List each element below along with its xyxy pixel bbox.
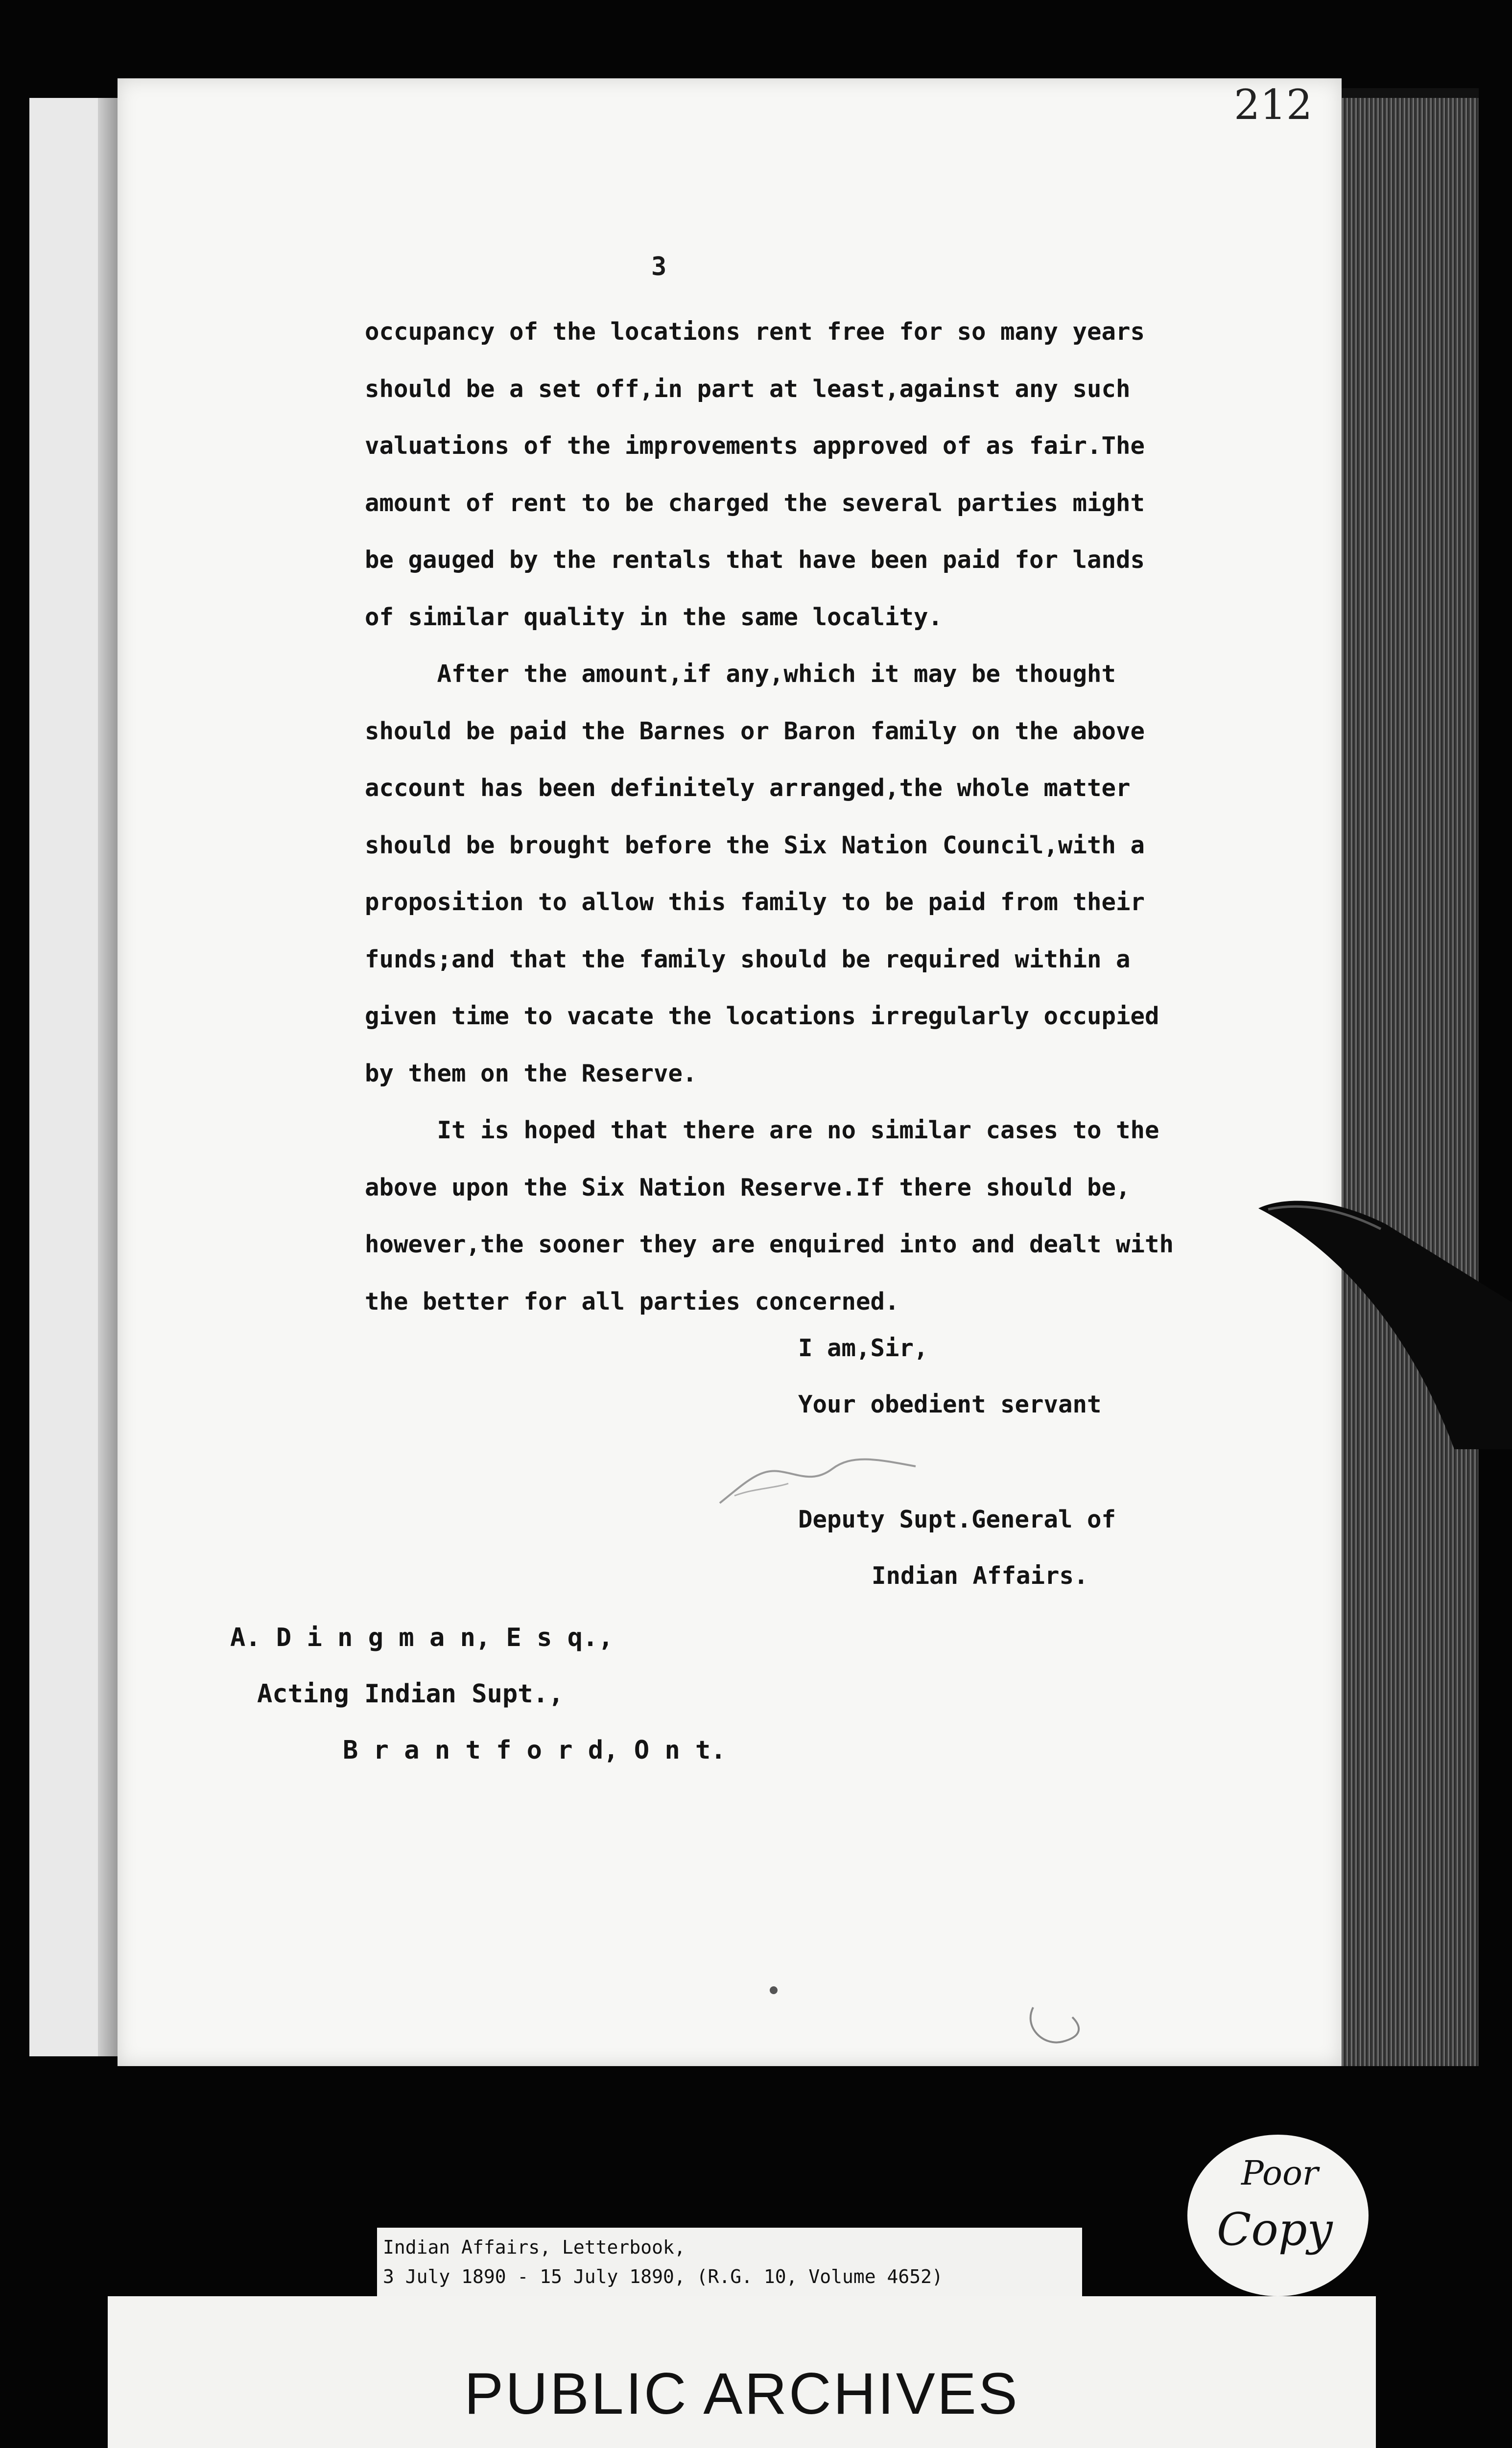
body-line: be gauged by the rentals that have been paid for lands	[365, 546, 1145, 574]
stray-mark	[1023, 1998, 1087, 2051]
body-line: the better for all parties concerned.	[365, 1287, 899, 1316]
body-line: funds;and that the family should be required within a	[365, 945, 1131, 973]
pen-pointer	[1258, 1195, 1512, 1449]
body-line: After the amount,if any,which it may be thought	[365, 660, 1116, 688]
faint-signature	[715, 1449, 921, 1513]
stamp-line: Poor	[1241, 2154, 1319, 2193]
stamp-line: Copy	[1217, 2203, 1333, 2256]
body-line: occupancy of the locations rent free for so many years	[365, 318, 1145, 346]
folio-number: 212	[1234, 81, 1313, 129]
body-line: by them on the Reserve.	[365, 1059, 697, 1087]
body-line: of similar quality in the same locality.	[365, 603, 943, 631]
body-line: amount of rent to be charged the several parties might	[365, 489, 1145, 517]
body-line: should be brought before the Six Nation Council,with a	[365, 831, 1145, 859]
binding-shadow	[98, 98, 118, 2056]
body-line: given time to vacate the locations irregularly occupied	[365, 1002, 1159, 1030]
body-line: should be paid the Barnes or Baron family on the above	[365, 717, 1145, 745]
salutation: I am,Sir,	[798, 1334, 928, 1362]
signatory-title: Deputy Supt.General of	[798, 1506, 1116, 1533]
poor-copy-stamp	[1187, 2135, 1369, 2296]
ink-speck	[766, 1983, 781, 1998]
body-line: valuations of the improvements approved of as fair.The	[365, 432, 1145, 460]
signatory-department: Indian Affairs.	[872, 1562, 1088, 1590]
archives-english: PUBLIC ARCHIVES	[464, 2361, 1019, 2426]
citation-line: Indian Affairs, Letterbook,	[383, 2236, 685, 2258]
recipient-name: A. D i n g m a n, E s q.,	[230, 1623, 614, 1652]
body-line: proposition to allow this family to be paid from their	[365, 888, 1145, 916]
recipient-position: Acting Indian Supt.,	[257, 1679, 564, 1709]
archives-banner	[108, 2296, 1376, 2448]
citation-line: 3 July 1890 - 15 July 1890, (R.G. 10, Volume 4652)	[383, 2266, 943, 2287]
page-stack-edges	[1332, 98, 1479, 2066]
page-number: 3	[651, 252, 667, 282]
letter-body	[365, 304, 1197, 1330]
recipient-location: B r a n t f o r d, O n t.	[343, 1736, 726, 1765]
body-line: should be a set off,in part at least,against any such	[365, 375, 1131, 403]
body-line: however,the sooner they are enquired into and dealt with	[365, 1230, 1174, 1258]
valediction: Your obedient servant	[798, 1390, 1102, 1418]
citation-label	[377, 2228, 1082, 2301]
body-line: above upon the Six Nation Reserve.If there should be,	[365, 1173, 1131, 1201]
body-line: It is hoped that there are no similar cases to the	[365, 1116, 1159, 1144]
body-line: account has been definitely arranged,the whole matter	[365, 774, 1131, 802]
